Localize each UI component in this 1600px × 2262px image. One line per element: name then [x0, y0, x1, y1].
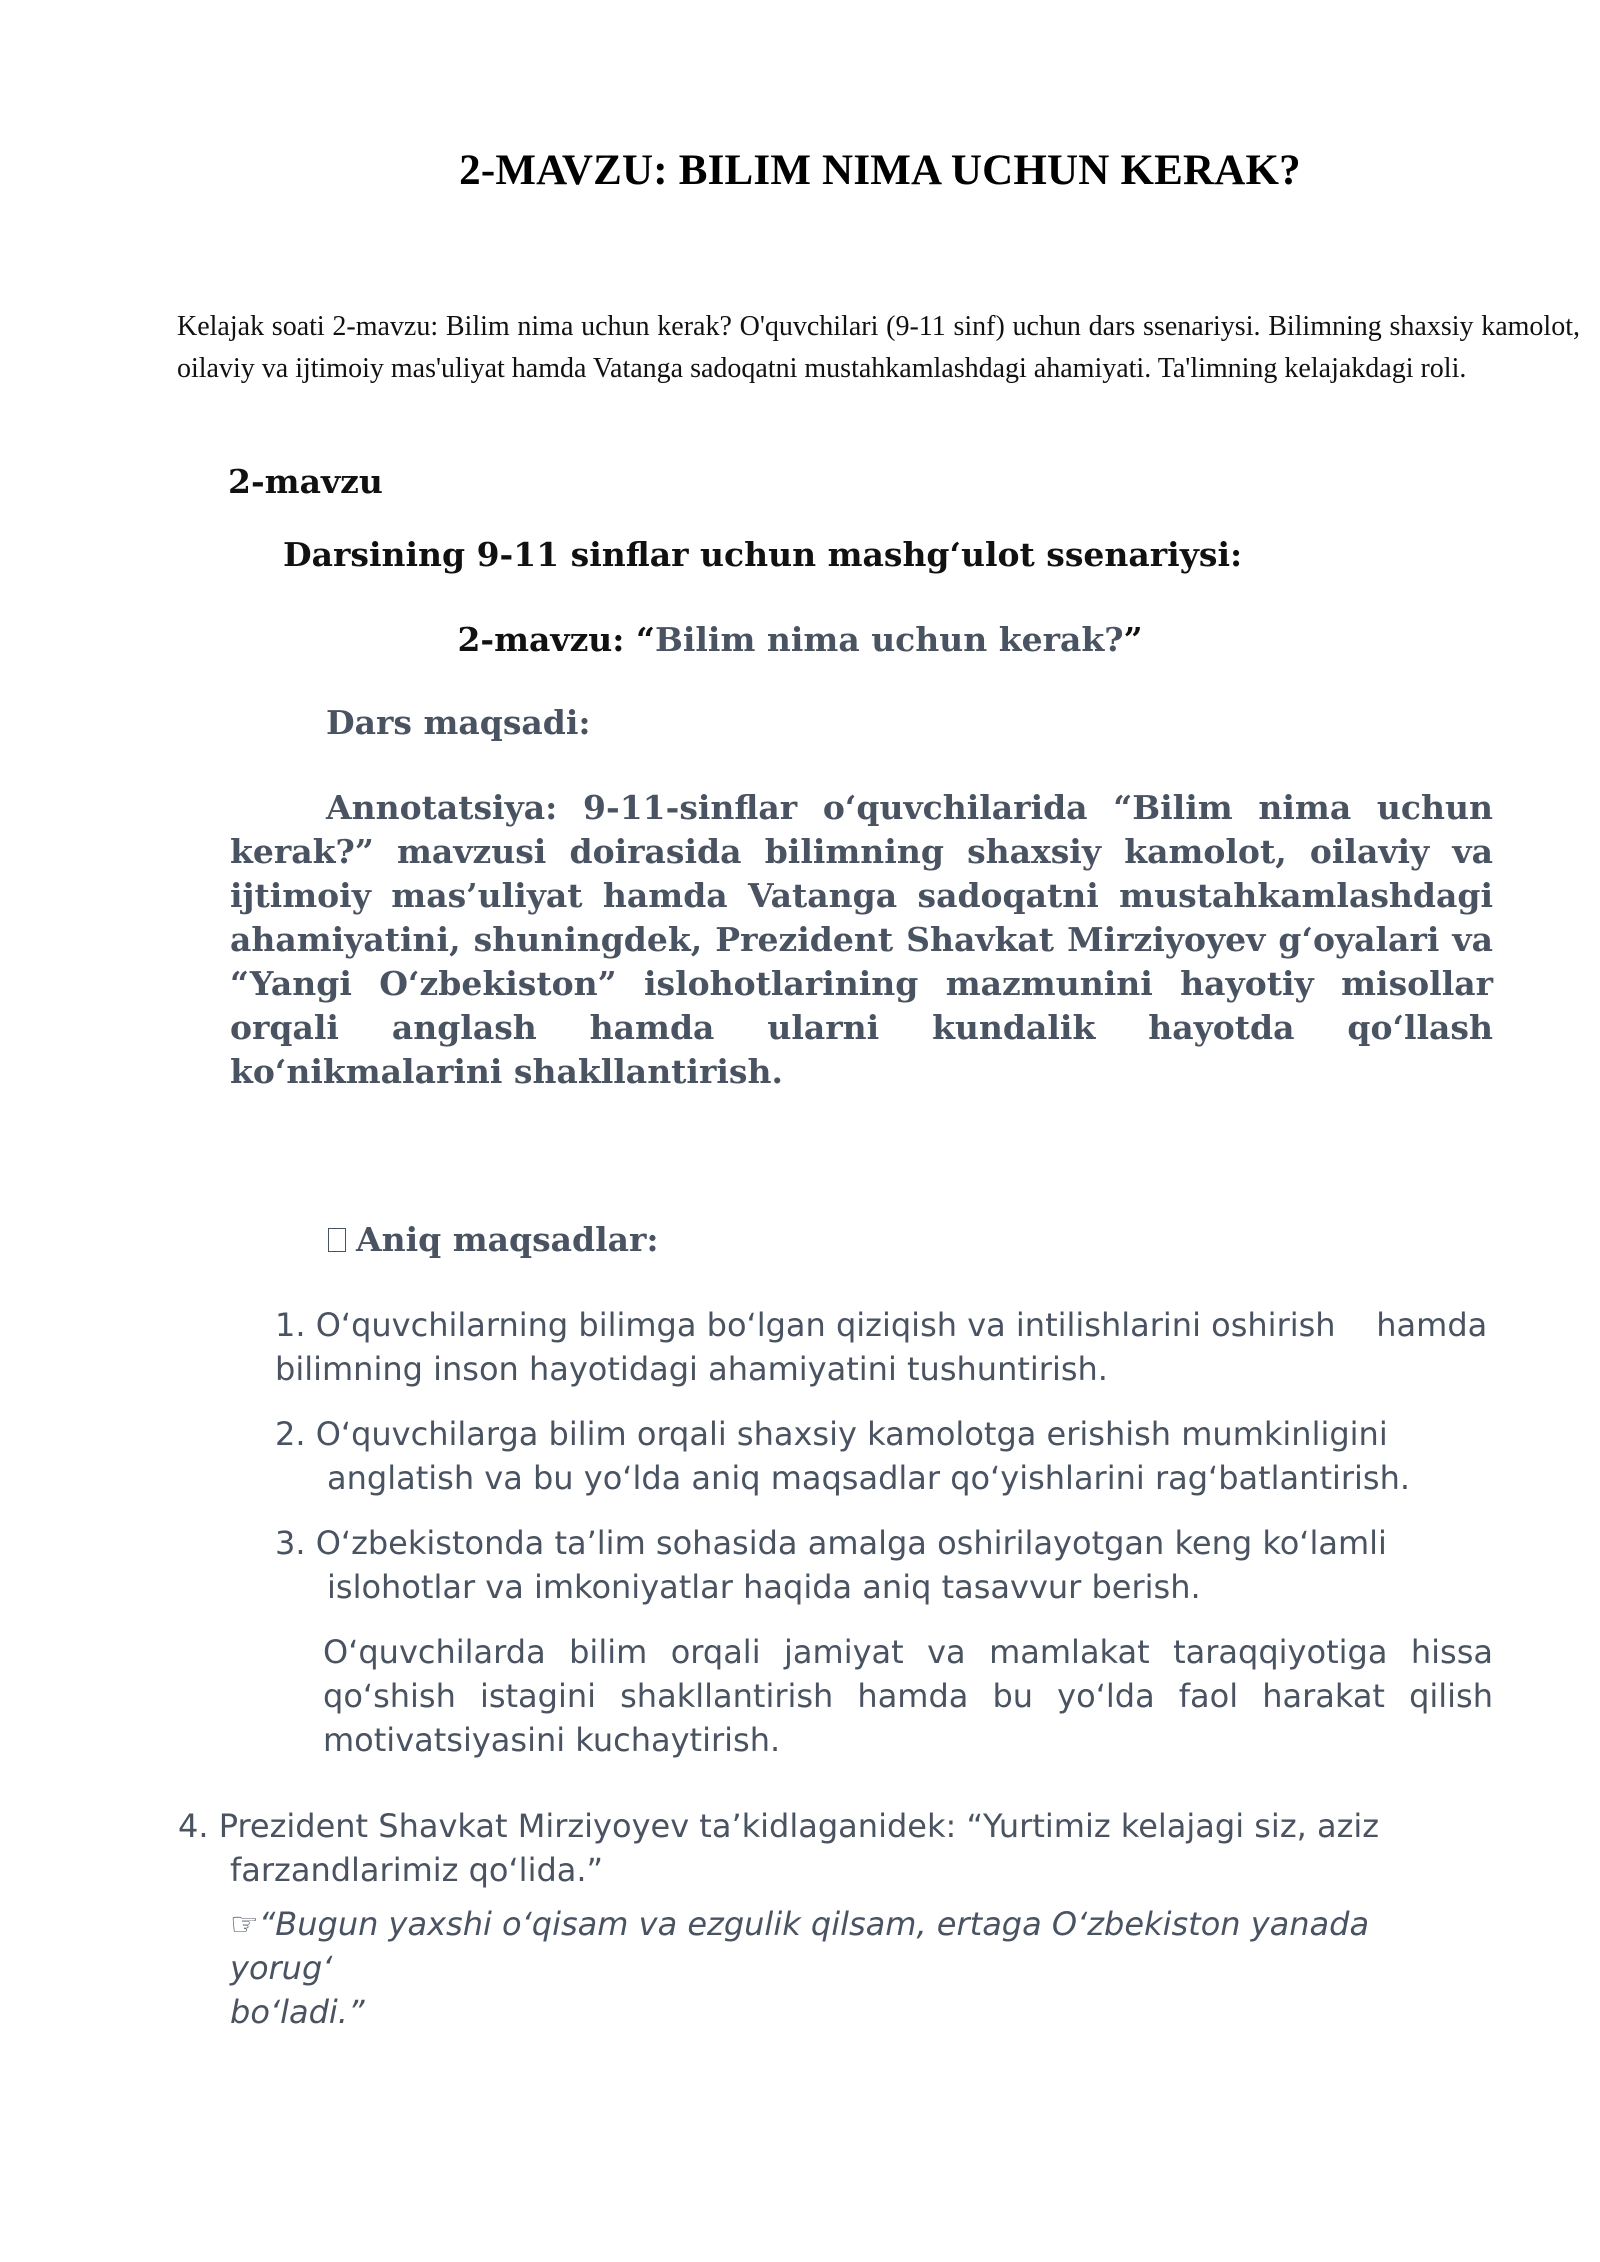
list-item-1-line-1: 1. O‘quvchilarning bilimga bo‘lgan qiziqish va intilishlarini oshirish hamda [275, 1306, 1488, 1344]
page-title: 2-MAVZU: BILIM NIMA UCHUN KERAK? [459, 147, 1301, 194]
checkbox-glyph-icon [328, 1228, 346, 1252]
subtitle-suffix: ” [1123, 620, 1143, 659]
list-item-3-line-1: 3. O‘zbekistonda ta’lim sohasida amalga oshirilayotgan keng ko‘lamli [275, 1524, 1387, 1562]
subtitle-question: Bilim nima uchun kerak? [654, 620, 1124, 659]
scenario-heading: Darsining 9-11 sinflar uchun mashg‘ulot ssenariysi: [283, 535, 1243, 574]
subtitle-prefix: 2-mavzu: “ [457, 620, 655, 659]
quote-line-2: bo‘ladi.” [230, 1993, 365, 2031]
annotation-paragraph: Annotatsiya: 9-11-sinflar o‘quvchilarida “Bilim nima uchun kerak?” mavzusi doirasida bilimning shaxsiy kamolot, oilaviy va ijtimoiy mas’uliyat hamda Vatanga sadoqatni mustahkamlashdagi ahamiyatini, shuningdek, Prezident Shavkat Mirziyoyev g‘oyalari va “Yangi O‘zbekiston” islohotlarining mazmunini hayotiy misollar orqali anglash hamda ularni kundalik hayotda qo‘llash ko‘nikmalarini shakllantirish. [230, 788, 1493, 1091]
list-item-3-line-2: islohotlar va imkoniyatlar haqida aniq tasavvur berish. [327, 1568, 1201, 1606]
quote-text-1: “Bugun yaxshi o‘qisam va ezgulik qilsam, ertaga O‘zbekiston yanada yorug‘ [230, 1905, 1370, 1987]
list-item-2-line-1: 2. O‘quvchilarga bilim orqali shaxsiy kamolotga erishish mumkinligini [275, 1415, 1388, 1453]
quote-line-1 [230, 1902, 1480, 1990]
topic-heading: 2-mavzu [228, 462, 383, 501]
list-item [275, 1521, 1505, 1609]
list-item [275, 1412, 1505, 1500]
list-item-1-line-2: bilimning inson hayotidagi ahamiyatini tushuntirish. [275, 1350, 1108, 1388]
specific-goals-heading [328, 1220, 659, 1259]
list-item [275, 1303, 1505, 1391]
president-quote [230, 1902, 1480, 2034]
list-item [178, 1804, 1478, 1892]
intro-paragraph: Kelajak soati 2-mavzu: Bilim nima uchun kerak? O'quvchilari (9-11 sinf) uchun dars ssenariysi. Bilimning shaxsiy kamolot, oilaviy va ijtimoiy mas'uliyat hamda Vatanga sadoqatni mustahkamlashdagi ahamiyati. Ta'limning kelajakdagi roli. [177, 311, 1580, 384]
goals-paragraph: O‘quvchilarda bilim orqali jamiyat va mamlakat taraqqiyotiga hissa qo‘shish istagini shakllantirish hamda bu yo‘lda faol harakat qilish motivatsiyasini kuchaytirish. [323, 1633, 1493, 1759]
topic-subtitle [0, 620, 1600, 659]
specific-goals-label: Aniq maqsadlar: [356, 1220, 659, 1259]
list-item-4-line-1: 4. Prezident Shavkat Mirziyoyev ta’kidlaganidek: “Yurtimiz kelajagi siz, aziz [178, 1807, 1380, 1845]
pointing-hand-icon: ☞ [230, 1905, 259, 1943]
list-item-2-line-2: anglatish va bu yo‘lda aniq maqsadlar qo‘yishlarini rag‘batlantirish. [327, 1459, 1411, 1497]
list-item-4-line-2: farzandlarimiz qo‘lida.” [230, 1851, 604, 1889]
lesson-goal-heading: Dars maqsadi: [326, 703, 591, 742]
